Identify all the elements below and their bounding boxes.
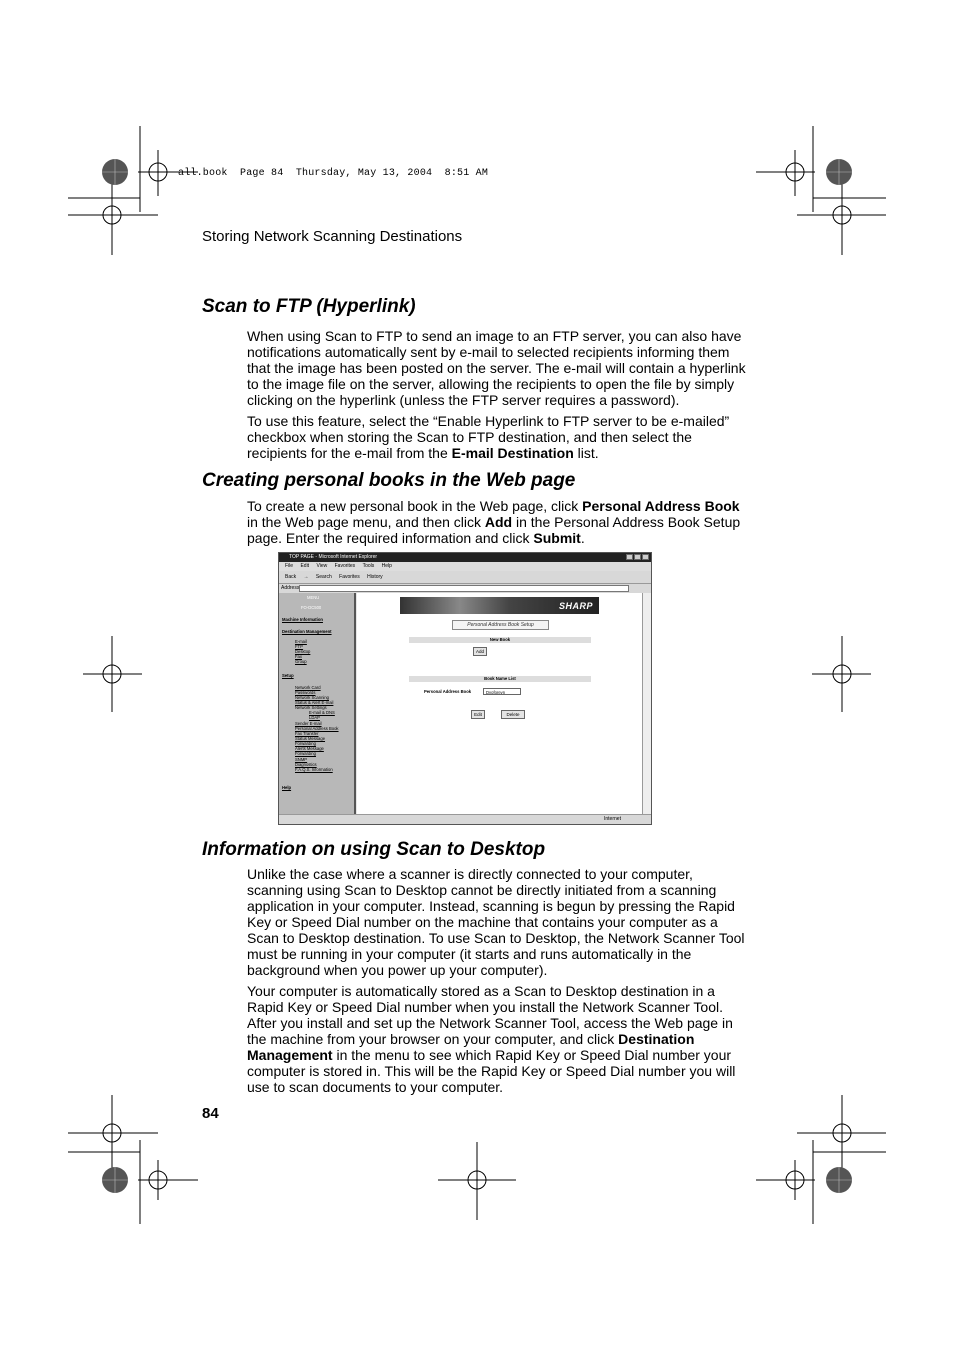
scrollbar xyxy=(642,593,651,815)
edit-button: Edit xyxy=(471,710,485,719)
new-book-header: New Book xyxy=(409,637,591,643)
menu-link: Desktop xyxy=(295,649,311,654)
pab-select: Dvoforevn xyxy=(483,688,521,695)
menu-link: Network Settings xyxy=(295,705,327,710)
address-label: Address xyxy=(281,585,300,591)
menu-link: Diagnostics xyxy=(295,762,317,767)
left-menu xyxy=(279,593,356,815)
page-title: Personal Address Book Setup xyxy=(452,620,549,630)
menu-file: File xyxy=(285,563,294,569)
page-content xyxy=(357,593,642,815)
paragraph: Your computer is automatically stored as a Scan to Desktop destination in a Rapid Key or Speed Dial number when you install the Network Scanner Tool. After you install and set up the Network Scanner Tool, access the Web page in the machine from your browser on your computer, and click Destination Management in the menu to see which Rapid Key or Speed Dial number your computer is stored in. This will be the Rapid Key or Speed Dial number you will use to scan documents to your computer. xyxy=(247,983,736,1095)
menu-link: Passwords xyxy=(295,690,316,695)
sharp-logo: SHARP xyxy=(558,601,593,611)
menu-help: Help xyxy=(381,563,392,569)
menu-edit: Edit xyxy=(300,563,310,569)
address-field xyxy=(299,585,629,592)
section-heading-scan-to-desktop: Information on using Scan to Desktop xyxy=(202,839,546,860)
menu-link: Help xyxy=(282,785,292,790)
menu-link: Status Message xyxy=(295,736,326,741)
menu-favorites: Favorites xyxy=(334,563,356,569)
menu-link: Destination Management xyxy=(282,629,332,634)
paragraph: When using Scan to FTP to send an image to an FTP server, you can also have notifications automatically sent by e-mail to selected recipients informing them that the image has been posted on the server. The e-mail will contain a hyperlink to the image file on the server, allowing the recipients to open the file by simply clicking on the hyperlink (unless the FTP server requires a password). xyxy=(247,328,746,408)
menu-link: F.A.Q.S. Information xyxy=(295,767,333,772)
paragraph: Unlike the case where a scanner is directly connected to your computer, scanning using Scan to Desktop cannot be directly initiated from a scanning application in your computer. Instead, scanning is begun by pressing the Rapid Key or Speed Dial number on the machine that contains your computer as a Scan to Desktop destination. To use Scan to Desktop, the Network Scanner Tool must be running in your computer (it starts and runs automatically in the background when you power up your computer). xyxy=(247,866,745,978)
menu-tools: Tools xyxy=(362,563,375,569)
page-number: 84 xyxy=(202,1105,219,1122)
sharp-banner xyxy=(400,597,599,614)
menu-link: LDAP xyxy=(309,715,320,720)
close-icon xyxy=(642,554,649,560)
model-name: FO-DC500 xyxy=(301,605,322,610)
pab-label: Personal Address Book xyxy=(424,689,472,694)
menu-link: Machine Information xyxy=(282,617,323,622)
menu-link: Personal Address Book xyxy=(295,726,339,731)
paragraph: To create a new personal book in the Web page, click Personal Address Book in the Web page menu, and then click Add in the Personal Address Book Setup page. Enter the required information and click Submit. xyxy=(247,498,741,546)
menu-link: Sender E-mail xyxy=(295,721,322,726)
minimize-icon xyxy=(626,554,633,560)
menu-link: Status & Alert E-mail xyxy=(295,700,334,705)
menu-link: E-mail xyxy=(295,639,307,644)
book-name-list-header: Book Name List xyxy=(409,676,591,682)
menubar xyxy=(279,562,651,571)
favorites-button: Favorites xyxy=(339,574,360,580)
window-title: TOP PAGE - Microsoft Internet Explorer xyxy=(289,554,378,560)
address-bar xyxy=(279,584,651,593)
paragraph: To use this feature, select the “Enable Hyperlink to FTP server to be e-mailed” checkbox when storing the Scan to FTP destination, and then select the recipients for the e-mail from the E-mail Destination list. xyxy=(247,413,730,461)
menu-link: FTP xyxy=(295,644,303,649)
menu-link: Fax xyxy=(295,654,302,659)
menu-link: Network Scanning xyxy=(295,695,329,700)
menu-link: Alerts Message xyxy=(295,746,324,751)
forward-button: → xyxy=(303,574,309,580)
browser-screenshot xyxy=(278,552,652,825)
toolbar xyxy=(279,571,651,584)
menu-link: Fax Transfer xyxy=(295,731,319,736)
menu-link: Forwarding xyxy=(295,751,316,756)
maximize-icon xyxy=(634,554,641,560)
status-bar xyxy=(279,814,651,824)
menu-title: MENU xyxy=(307,595,320,600)
running-head: Storing Network Scanning Destinations xyxy=(202,228,463,245)
menu-link: Group xyxy=(295,659,307,664)
menu-link: SNMP xyxy=(295,757,308,762)
menu-link: Setup xyxy=(282,673,294,678)
menu-view: View xyxy=(316,563,328,569)
history-button: History xyxy=(367,574,383,580)
print-stamp: all.book Page 84 Thursday, May 13, 2004 8:51 AM xyxy=(178,168,489,179)
section-heading-personal-books: Creating personal books in the Web page xyxy=(202,470,576,491)
window-titlebar xyxy=(279,553,651,562)
status-zone: Internet xyxy=(604,816,621,822)
back-button: Back xyxy=(285,574,297,580)
delete-button: Delete xyxy=(501,710,525,719)
section-heading-scan-to-ftp: Scan to FTP (Hyperlink) xyxy=(202,296,416,317)
menu-link: E-mail & DNS xyxy=(309,710,335,715)
menu-link: Network Card xyxy=(295,685,321,690)
menu-link: Forwarding xyxy=(295,741,316,746)
add-button: Add xyxy=(473,647,487,656)
search-button: Search xyxy=(315,574,332,580)
